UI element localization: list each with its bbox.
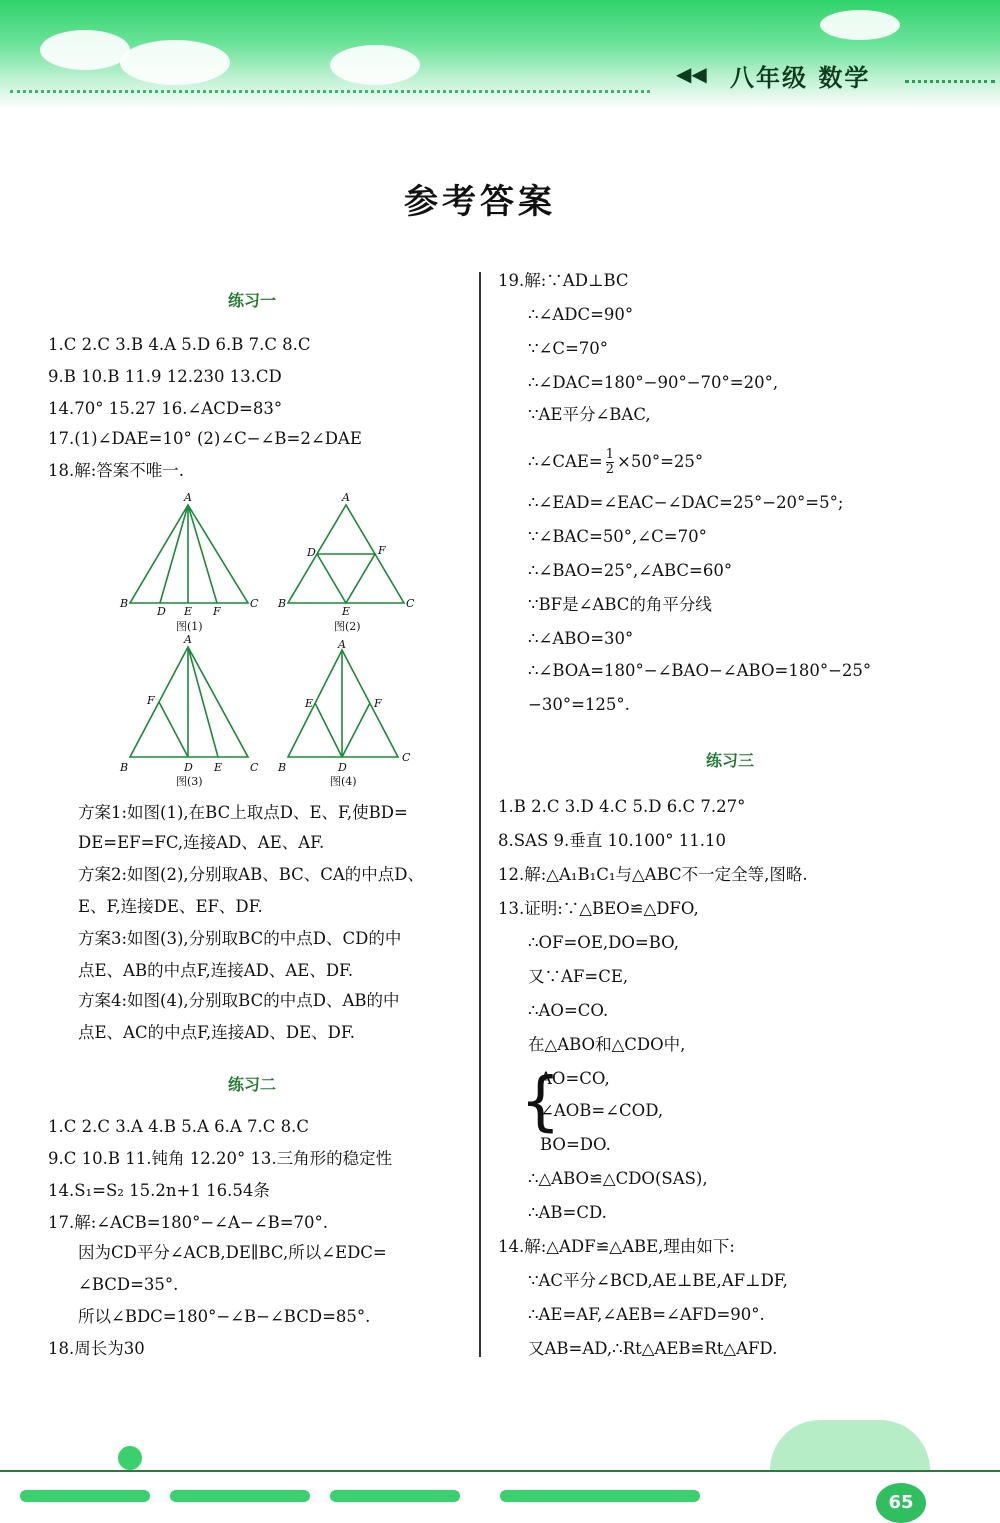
answer-line: 19.解:∵AD⊥BC: [498, 271, 629, 290]
page-title: 参考答案: [404, 182, 556, 222]
fraction-denominator: 2: [605, 462, 615, 477]
answer-line: ∴∠BOA=180°−∠BAO−∠ABO=180°−25°: [528, 661, 872, 680]
label-b: B: [278, 761, 287, 774]
answer-line: ∠BCD=35°.: [78, 1275, 179, 1294]
answer-line: 17.(1)∠DAE=10° (2)∠C−∠B=2∠DAE: [48, 429, 362, 448]
answer-line: ∠AOB=∠COD,: [540, 1101, 664, 1120]
header-dotted-rule: [905, 80, 995, 83]
answer-line: 9.B 10.B 11.9 12.230 13.CD: [48, 367, 282, 386]
double-arrow-icon: ◀◀: [676, 62, 707, 86]
label-f: F: [213, 605, 221, 618]
answer-line: ∴△ABO≌△CDO(SAS),: [528, 1169, 708, 1188]
grass-decoration: [20, 1490, 150, 1502]
label-d: D: [157, 605, 166, 618]
cloud-decoration: [820, 10, 900, 40]
section-heading-2: 练习二: [228, 1075, 277, 1094]
answer-line: −30°=125°.: [528, 695, 630, 714]
label-b: B: [278, 597, 287, 610]
figure-caption: 图(3): [176, 775, 203, 788]
label-a: A: [184, 491, 192, 504]
grass-decoration: [170, 1490, 310, 1502]
grass-decoration: [500, 1490, 700, 1502]
geometry-figures: [110, 485, 440, 790]
label-c: C: [250, 761, 259, 774]
answer-text: ∴∠CAE=: [528, 452, 603, 471]
system-brace: {: [520, 1065, 561, 1139]
label-d: D: [338, 761, 347, 774]
answer-line: ∴AB=CD.: [528, 1203, 607, 1222]
answer-line: 9.C 10.B 11.钝角 12.20° 13.三角形的稳定性: [48, 1149, 393, 1168]
header-dotted-rule: [10, 90, 650, 93]
label-e: E: [342, 605, 351, 618]
figure-caption: 图(2): [334, 620, 361, 633]
answer-line: 在△ABO和△CDO中,: [528, 1035, 686, 1054]
cloud-decoration: [330, 45, 420, 85]
answer-line: ∵∠C=70°: [528, 339, 609, 358]
answer-line: ∴∠DAC=180°−90°−70°=20°,: [528, 373, 779, 392]
answer-line: ∵BF是∠ABC的角平分线: [528, 595, 712, 614]
label-c: C: [250, 597, 259, 610]
fraction: [606, 448, 614, 477]
answer-line: 方案1:如图(1),在BC上取点D、E、F,使BD=: [78, 803, 408, 822]
label-e: E: [214, 761, 223, 774]
answer-line: 点E、AB的中点F,连接AD、AE、DF.: [78, 961, 354, 980]
answer-line: 又∵AF=CE,: [528, 967, 629, 986]
answer-line: BO=DO.: [540, 1135, 611, 1154]
answer-line: 1.C 2.C 3.A 4.B 5.A 6.A 7.C 8.C: [48, 1117, 310, 1136]
label-f: F: [147, 694, 155, 707]
answer-line: 又AB=AD,∴Rt△AEB≌Rt△AFD.: [528, 1339, 778, 1358]
answer-line: ∵AC平分∠BCD,AE⊥BE,AF⊥DF,: [528, 1271, 788, 1290]
answer-line: ∴AE=AF,∠AEB=∠AFD=90°.: [528, 1305, 765, 1324]
answer-line: ∵AE平分∠BAC,: [528, 405, 651, 424]
answer-line: 13.证明:∵△BEO≌△DFO,: [498, 899, 699, 918]
answer-line: 方案2:如图(2),分别取AB、BC、CA的中点D、: [78, 865, 425, 884]
cloud-decoration: [40, 30, 130, 70]
section-heading-1: 练习一: [228, 291, 277, 310]
footer-rule: [0, 1470, 1000, 1472]
label-c: C: [406, 597, 415, 610]
answer-line: 17.解:∠ACB=180°−∠A−∠B=70°.: [48, 1213, 329, 1232]
hill-decoration: [770, 1420, 930, 1470]
answer-line: 所以∠BDC=180°−∠B−∠BCD=85°.: [78, 1307, 371, 1326]
answer-line: 点E、AC的中点F,连接AD、DE、DF.: [78, 1023, 355, 1042]
label-a: A: [184, 633, 192, 646]
label-a: A: [342, 491, 350, 504]
answer-line: 18.周长为30: [48, 1339, 145, 1358]
label-c: C: [402, 751, 411, 764]
answer-line: ∴∠BAO=25°,∠ABC=60°: [528, 561, 733, 580]
page-number: 65: [876, 1483, 926, 1523]
grade-subject-label: 八年级 数学: [730, 64, 871, 92]
answer-line: 因为CD平分∠ACB,DE∥BC,所以∠EDC=: [78, 1243, 387, 1262]
tree-icon: [118, 1446, 142, 1470]
answer-line: E、F,连接DE、EF、DF.: [78, 897, 263, 916]
answer-line: 1.B 2.C 3.D 4.C 5.D 6.C 7.27°: [498, 797, 746, 816]
answer-line: 8.SAS 9.垂直 10.100° 11.10: [498, 831, 726, 850]
answer-line: ∴AO=CO.: [528, 1001, 609, 1020]
answer-line: ∴∠ABO=30°: [528, 629, 634, 648]
answer-line: 18.解:答案不唯一.: [48, 461, 185, 480]
answer-line: [528, 448, 703, 477]
label-f: F: [374, 697, 382, 710]
answer-line: 14.70° 15.27 16.∠ACD=83°: [48, 399, 283, 418]
answer-line: 方案3:如图(3),分别取BC的中点D、CD的中: [78, 929, 402, 948]
header-banner: [0, 0, 1000, 110]
answer-line: 方案4:如图(4),分别取BC的中点D、AB的中: [78, 991, 400, 1010]
answer-line: 14.解:△ADF≌△ABE,理由如下:: [498, 1237, 735, 1256]
section-heading-3: 练习三: [706, 751, 755, 770]
answer-text: ×50°=25°: [617, 452, 704, 471]
column-divider: [479, 272, 481, 1357]
figure-caption: 图(4): [330, 775, 357, 788]
label-e: E: [184, 605, 193, 618]
label-d: D: [307, 546, 316, 559]
answer-line: 12.解:△A₁B₁C₁与△ABC不一定全等,图略.: [498, 865, 808, 884]
answer-line: 14.S₁=S₂ 15.2n+1 16.54条: [48, 1181, 270, 1200]
label-a: A: [338, 638, 346, 651]
answer-line: ∵∠BAC=50°,∠C=70°: [528, 527, 707, 546]
answer-line: ∴OF=OE,DO=BO,: [528, 933, 679, 952]
grass-decoration: [330, 1490, 460, 1502]
label-b: B: [120, 761, 129, 774]
answer-line: DE=EF=FC,连接AD、AE、AF.: [78, 833, 325, 852]
fraction-numerator: 1: [605, 447, 615, 462]
label-b: B: [120, 597, 129, 610]
answer-line: ∴∠EAD=∠EAC−∠DAC=25°−20°=5°;: [528, 493, 844, 512]
figure-caption: 图(1): [176, 620, 203, 633]
label-f: F: [378, 544, 386, 557]
answer-line: 1.C 2.C 3.B 4.A 5.D 6.B 7.C 8.C: [48, 335, 311, 354]
answer-line: ∴∠ADC=90°: [528, 305, 634, 324]
label-d: D: [184, 761, 193, 774]
label-e: E: [305, 697, 314, 710]
cloud-decoration: [120, 40, 230, 85]
answer-line: AO=CO,: [540, 1069, 610, 1088]
